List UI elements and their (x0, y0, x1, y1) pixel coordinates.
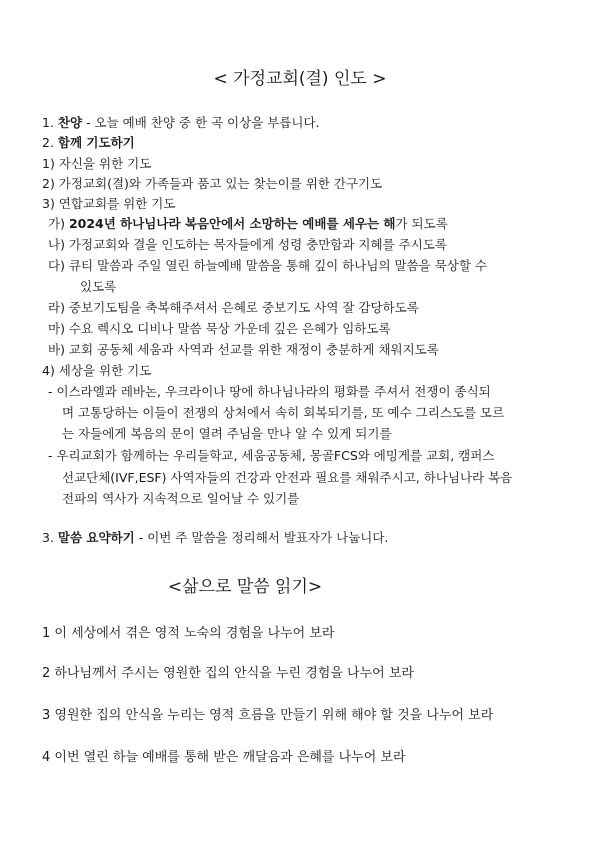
question-1: 1 이 세상에서 겪은 영적 노숙의 경험을 나누어 보라 (42, 626, 335, 641)
page-title: < 가정교회(결) 인도 > (213, 69, 387, 89)
church-prayer-ba: 바) 교회 공동체 세움과 사역과 선교를 위한 재정이 충분하게 채워지도록 (48, 342, 439, 357)
question-3: 3 영원한 집의 안식을 누리는 영적 흐름을 만들기 위해 해야 할 것을 나누어 보라 (42, 708, 494, 723)
prayer-item-3: 3) 연합교회를 위한 기도 (42, 196, 176, 211)
prayer-item-4: 4) 세상을 위한 기도 (42, 363, 152, 378)
world-prayer-2: - 우리교회가 함께하는 우리들학교, 세움공동체, 몽골FCS와 에밍게를 교회, 캠퍼스 (48, 448, 495, 463)
church-prayer-da: 다) 큐티 말씀과 주일 열린 하늘예배 말씀을 통해 깊이 하나님의 말씀을 묵상할 수 (48, 258, 487, 273)
world-prayer-2-cont: 전파의 역사가 지속적으로 일어날 수 있기를 (62, 491, 300, 506)
church-prayer-ga (48, 216, 448, 232)
question-2: 2 하나님께서 주시는 영원한 집의 안식을 누린 경험을 나누어 보라 (42, 666, 414, 681)
section-number: 1. (42, 115, 54, 130)
section-text: - 이번 주 말씀을 정리해서 발표자가 나눕니다. (138, 530, 389, 545)
church-prayer-ra: 라) 중보기도팀을 축복해주셔서 은혜로 중보기도 사역 잘 감당하도록 (48, 300, 419, 315)
question-4: 4 이번 열린 하늘 예배를 통해 받은 깨달음과 은혜를 나누어 보라 (42, 750, 406, 765)
section-prayer (42, 135, 135, 151)
church-prayer-ma: 마) 수요 렉시오 디비나 말씀 묵상 가운데 깊은 은혜가 임하도록 (48, 321, 391, 336)
world-prayer-1: - 이스라엘과 레바논, 우크라이나 땅에 하나님나라의 평화를 주셔서 전쟁이 종식되 (48, 384, 491, 399)
prayer-item-1: 1) 자신을 위한 기도 (42, 156, 152, 171)
world-prayer-1-cont: 며 고통당하는 이들이 전쟁의 상처에서 속히 회복되기를, 또 예수 그리스도를 모르 (62, 405, 505, 420)
highlight-text: 2024년 하나님나라 복음안에서 소망하는 예배를 세우는 해 (68, 216, 396, 231)
world-prayer-1-cont: 는 자들에게 복음의 문이 열려 주님을 만나 알 수 있게 되기를 (62, 426, 392, 441)
list-marker: 가) (48, 216, 65, 231)
section-summary (42, 530, 388, 546)
church-prayer-da-cont: 있도록 (80, 279, 117, 294)
section-heading: 찬양 (57, 115, 83, 130)
church-prayer-na: 나) 가정교회와 결을 인도하는 목자들에게 성령 충만함과 지혜를 주시도록 (48, 237, 447, 252)
section-praise (42, 115, 320, 131)
section-heading: 말씀 요약하기 (57, 530, 135, 545)
section-number: 3. (42, 530, 54, 545)
section-heading: 함께 기도하기 (57, 135, 135, 150)
list-text: 가 되도록 (395, 216, 448, 231)
world-prayer-2-cont: 선교단체(IVF,ESF) 사역자들의 건강과 안전과 필요를 채워주시고, 하나님나라 복음 (62, 470, 513, 485)
section-number: 2. (42, 135, 54, 150)
prayer-item-2: 2) 가정교회(결)와 가족들과 품고 있는 찾는이를 위한 간구기도 (42, 176, 383, 191)
section-subtitle: <삶으로 말씀 읽기> (167, 577, 323, 597)
section-text: - 오늘 예배 찬양 중 한 곡 이상을 부릅니다. (86, 115, 320, 130)
